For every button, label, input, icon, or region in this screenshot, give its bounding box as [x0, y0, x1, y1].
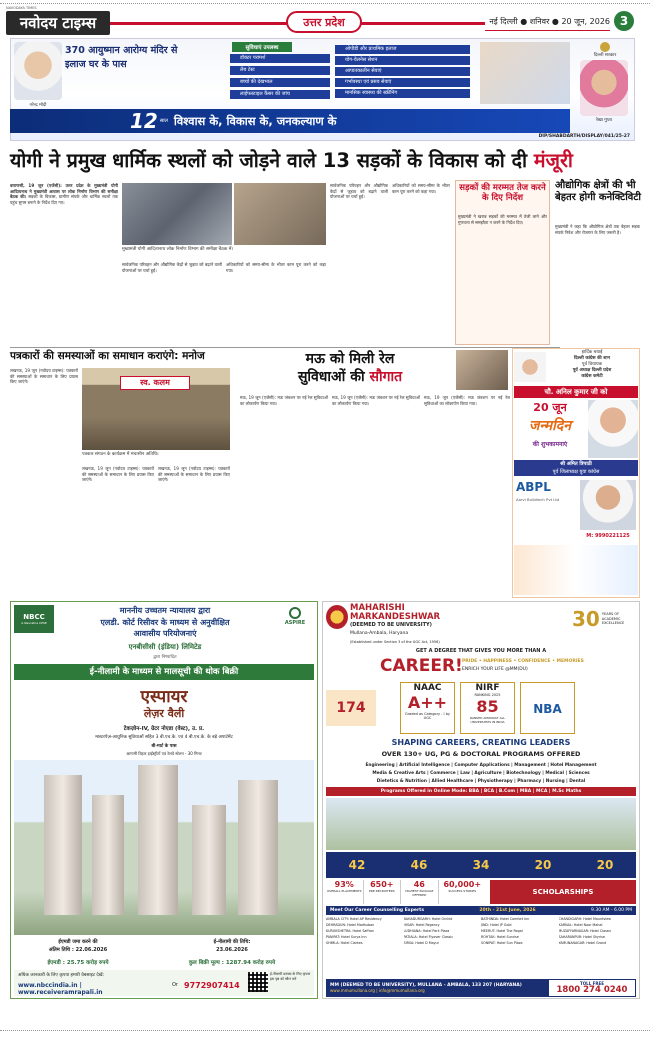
- clinic-photo: [480, 42, 570, 104]
- story-3-col-3: मऊ, 19 जून (एजेंसी): मऊ जंक्शन पर नई रेल सुविधाओं का लोकार्पण किया गया।: [424, 395, 510, 406]
- facility-item: डॉक्टर परामर्श: [230, 54, 330, 63]
- naac-sub: Graded as Category - I by UGC: [405, 712, 450, 720]
- stat-3-label: HIGHEST PACKAGE OFFERED: [405, 889, 434, 897]
- tagline-text: विश्वास के, विकास के, जनकल्याण के: [173, 113, 337, 128]
- nbcc-total-value: कुल बिक्री मूल्य : 1287.94 करोड़ रुपये: [188, 960, 276, 966]
- birthday-top-4: पूर्व अध्यक्ष दिल्ली प्रदेश: [572, 368, 612, 373]
- nbcc-building-render: [14, 760, 314, 935]
- venue-item: CHANDIGARH: Hotel Mountview: [558, 917, 611, 921]
- nbcc-auction-strip: ई-नीलामी के माध्यम से मालसूची की थोक बिक्री: [14, 664, 314, 680]
- lead-headline-accent: मंजूरी: [533, 149, 573, 172]
- facility-item: योग-वेलनेस सेशन: [335, 56, 470, 65]
- venue-item: BAHADURGARH: Hotel Orchid: [403, 917, 453, 921]
- birthday-date: 20 जून: [533, 401, 567, 414]
- package-4: 20: [534, 858, 552, 872]
- lead-photo-1: [122, 183, 232, 245]
- birthday-person-main: [588, 400, 638, 458]
- lead-story-col-4: सार्वजनिक परिवहन और औद्योगिक केंद्रों से जुड़ाव को बढ़ाने वाली योजनाओं पर चर्चा हुई।: [330, 183, 388, 200]
- story-2-col-2: लखनऊ, 19 जून (नवोदय टाइम्स): पत्रकारों की समस्याओं के समाधान के लिए प्रयास किए जाएंगे।: [82, 466, 154, 483]
- stat-2-value: 650+: [370, 880, 394, 889]
- banner-headline: [65, 44, 225, 74]
- venue-list: [326, 916, 636, 978]
- lead-headline-main: योगी ने प्रमुख धार्मिक स्थलों को जोड़ने वाले 13 सड़कों के विकास को दी: [10, 149, 534, 172]
- naac-grade: A++: [407, 693, 448, 712]
- birthday-top-3: पूर्व विधायक: [581, 362, 603, 367]
- story-2-col-3: लखनऊ, 19 जून (नवोदय टाइम्स): पत्रकारों की समस्याओं के समाधान के लिए प्रयास किए जाएंगे।: [158, 466, 230, 483]
- lead-photo-2: [234, 183, 326, 245]
- stat-1-value: 93%: [334, 880, 354, 889]
- mmu-slogan-2: PRIDE • HAPPINESS • CONFIDENCE • MEMORIES: [462, 659, 584, 664]
- facility-item: ओपीडी और प्राथमिक इलाज: [335, 45, 470, 54]
- nbcc-near: आगामी विहार हाईस्ट्रीटों एवं रेलवे स्टेशन - 30 मिनट: [126, 751, 202, 756]
- venue-item: JIND: Hotel JP Gold: [481, 923, 512, 927]
- lead-story-col-2: सार्वजनिक परिवहन और औद्योगिक केंद्रों से जुड़ाव को बढ़ाने वाली योजनाओं पर चर्चा हुई।: [122, 262, 222, 273]
- nbcc-prize: बी-मार्ट के पास: [151, 744, 177, 749]
- page-number: 3: [614, 11, 634, 31]
- nbcc-title: [60, 605, 270, 641]
- venue-item: KURUKSHETRA: Hotel Saffron: [326, 929, 375, 933]
- package-2: 46: [410, 858, 428, 872]
- sidebar-story-text: मुख्यमंत्री ने खराब सड़कों की मरम्मत में तेजी लाने और गुणवत्ता से समझौता न करने के निर्देश दिए।: [458, 214, 547, 225]
- counselling-strip: [326, 906, 636, 915]
- facility-item: लैब टेस्ट: [230, 66, 330, 75]
- lead-story-col-3: अधिकारियों को समय-सीमा के भीतर काम पूरा करने को कहा गया।: [226, 262, 326, 273]
- nbcc-website-link[interactable]: www.nbccindia.in | www.receiveramrapali.in: [18, 982, 103, 996]
- birthday-wisher: श्री अमित त्रिपाठी: [560, 461, 592, 467]
- banner-headline-1: 370 आयुष्मान आरोग्य मंदिर से: [65, 45, 178, 56]
- nbcc-emd: ईएमडी : 25.75 करोड़ रुपये: [47, 960, 109, 966]
- nbcc-logo-tag: A Navratna CPSE: [21, 621, 47, 625]
- lead-story-col-5: अधिकारियों को समय-सीमा के भीतर काम पूरा करने को कहा गया।: [392, 183, 450, 194]
- mmu-years-num: 30: [572, 607, 600, 631]
- venue-item: YAMUNANAGAR: Hotel Grand: [558, 941, 607, 945]
- state-emblem-label: [580, 42, 630, 58]
- tollfree-number: 1800 274 0240: [556, 985, 628, 995]
- section-label: उत्तर प्रदेश: [286, 11, 362, 33]
- birthday-brand-sub: Aarvi Buildtech Pvt Ltd: [516, 497, 560, 502]
- counselling-title: Meet Our Career Counselling Experts: [330, 908, 425, 913]
- venue-item: SHIMLA: Hotel Clarkes: [326, 941, 363, 945]
- mmu-career: CAREER!: [380, 656, 463, 676]
- mmu-years-sub: YEARS OF ACADEMIC EXCELLENCE: [601, 612, 625, 626]
- birthday-greeting-2: की शुभकामनाएं: [532, 441, 568, 448]
- venue-item: ROHTAK: Hotel Sunrise: [481, 935, 519, 939]
- lead-para-1: वाराणसी, 19 जून (एजेंसी): उत्तर प्रदेश के मुख्यमंत्री योगी आदित्यनाथ ने मुख्यमंत्री आवास पर लोक निर्माण विभाग की समीक्षा बैठक की।: [10, 183, 118, 200]
- package-1: 42: [348, 858, 366, 872]
- birthday-top-5: कांग्रेस कमेटी: [581, 374, 603, 379]
- tollfree-label: TOLL FREE: [580, 981, 604, 986]
- dip-code: DIP/SHABDARTH/DISPLAY/041/25-27: [538, 134, 630, 139]
- birthday-wisher-photo: [580, 480, 636, 530]
- masthead-logo: नवोदय टाइम्स: [6, 11, 110, 35]
- stat-success: [439, 880, 486, 904]
- mmu-address: MM (DEEMED TO BE UNIVERSITY), MULLANA - AMBALA, 133 207 (HARYANA): [330, 982, 522, 988]
- nba-box: NBA: [520, 682, 575, 734]
- mmu-place: Mullana-Ambala, Haryana: [350, 630, 409, 636]
- nirf-rank: 85: [476, 697, 499, 716]
- story-3-col-2: मऊ, 19 जून (एजेंसी): मऊ जंक्शन पर नई रेल सुविधाओं का लोकार्पण किया गया।: [332, 395, 420, 406]
- tagline-number: 12: [130, 109, 158, 133]
- packages-strip: [326, 852, 636, 878]
- mmu-name-1: MAHARISHI: [350, 603, 405, 613]
- nbcc-emd-date: [14, 938, 142, 956]
- venue-item: SONIPAT: Hotel Sun Plaza: [481, 941, 523, 945]
- birthday-top-1: हार्दिक बधाई: [581, 350, 603, 355]
- birthday-name: चौ. अनिल कुमार जी को: [514, 386, 638, 398]
- venue-item: DEHRADUN: Hotel Madhuban: [326, 923, 375, 927]
- package-3: 34: [472, 858, 490, 872]
- nbcc-phone: 9772907414: [184, 981, 240, 990]
- industrial-headline-2: बेहतर होगी कनेक्टिविटी: [555, 192, 641, 203]
- story-3-photo: [456, 350, 508, 390]
- mmu-programs: [326, 762, 636, 786]
- person-right-name: रेखा गुप्ता: [596, 118, 612, 123]
- mmu-over: OVER 130+ UG, PG & DOCTORAL PROGRAMS OFFERED: [381, 750, 581, 758]
- stats-row: [326, 880, 486, 904]
- mmu-programs-2: Media & Creative Arts | Commerce | Law | Agriculture | Biotechnology | Medical | Sciences: [372, 771, 590, 776]
- counselling-time: 9.30 AM - 6.00 PM: [591, 908, 632, 913]
- venue-item: LUDHIANA: Hotel Park Plaza: [403, 929, 450, 933]
- aspire-text: ASPIRE: [284, 620, 306, 626]
- aspire-logo: [276, 607, 314, 631]
- birthday-ad-footer-art: [514, 545, 638, 595]
- venue-item: MEERUT: Hotel The Regal: [481, 929, 523, 933]
- campus-photo: [326, 798, 636, 850]
- counselling-date: 20th - 21st June, 2026: [479, 908, 536, 913]
- tagline-year: साल: [159, 118, 168, 124]
- mmu-footer: MM (DEEMED TO BE UNIVERSITY), MULLANA - AMBALA, 133 207 (HARYANA) www.mmumullana.org | info@mmumullana.org TOLL FREE 1800 274 0240: [326, 979, 636, 997]
- state-name: दिल्ली सरकार: [593, 53, 617, 58]
- nbcc-l2: अंतिम तिथि : 22.06.2026: [48, 947, 108, 953]
- industrial-headline-1: औद्योगिक क्षेत्रों की भी: [555, 180, 636, 191]
- nbcc-info: अधिक जानकारी के लिए कृपया हमारी वेबसाइट देखें:: [18, 973, 105, 978]
- venue-item: HISAR: Hotel Regency: [403, 923, 440, 927]
- publisher-label: NAVODAYA TIMES: [6, 6, 37, 10]
- mmu-email-link[interactable]: info@mmumullana.org: [378, 988, 425, 993]
- facility-item: मानसिक स्वास्थ्य की स्क्रीनिंग: [335, 89, 470, 98]
- birthday-phone: M: 9990221125: [586, 533, 630, 539]
- venue-item: KARNAL: Hotel Noor Mahal: [558, 923, 603, 927]
- crop-marks-top: [0, 0, 650, 4]
- venue-item: AMBALA CITY: Hotel AP Residency: [326, 917, 382, 921]
- birthday-wisher-title: पूर्व जिलाध्यक्ष युवा कांग्रेस: [552, 469, 600, 475]
- story-3-headline-2: सुविधाओं की: [297, 369, 370, 385]
- industrial-headline: [555, 180, 640, 220]
- story-2-caption: पत्रकार संगठन के कार्यक्रम में मंचासीन अतिथि।: [82, 452, 159, 457]
- person-left-photo: [14, 42, 62, 100]
- mmu-slogan-3: ENRICH YOUR LIFE @MM(DU): [462, 667, 528, 672]
- lead-photo-caption: मुख्यमंत्री योगी आदित्यनाथ लोक निर्माण विभाग की समीक्षा बैठक में।: [122, 247, 234, 252]
- nbcc-l1: ईएमडी जमा करने की: [58, 939, 98, 945]
- mmu-shaping: SHAPING CAREERS, CREATING LEADERS: [391, 738, 571, 747]
- mmu-slogan-1: GET A DEGREE THAT GIVES YOU MORE THAN A: [415, 648, 547, 654]
- birthday-ad-top: [548, 350, 636, 384]
- mmu-programs-3: Dietetics & Nutrition | Allied Healthcare | Physiotherapy | Pharmacy | Nursing | Dental: [376, 779, 586, 784]
- lead-headline: [10, 145, 640, 177]
- venue-item: PANIPAT: Hotel Surya Inn: [326, 935, 367, 939]
- mmu-30-years: [572, 604, 636, 634]
- nbcc-logo: [14, 605, 54, 633]
- facilities-left-list: [230, 54, 330, 104]
- crop-marks-bottom: [0, 1030, 650, 1040]
- mmu-website-link[interactable]: www.mmumullana.org: [330, 988, 375, 993]
- nbcc-logo-text: NBCC: [23, 613, 45, 621]
- venue-item: SIRSA: Hotel D Mayur: [403, 941, 439, 945]
- facility-item: आपातकालीन सेवाएं: [335, 67, 470, 76]
- nbcc-title-1: माननीय उच्चतम न्यायालय द्वारा: [119, 606, 211, 615]
- qr-code-icon[interactable]: [248, 972, 268, 992]
- nbcc-title-2: एलडी. कोर्ट रिसीवर के माध्यम से अनुवीक्षित: [100, 617, 230, 627]
- venue-item: PATIALA: Hotel Flyover Classic: [403, 935, 454, 939]
- stat-4-value: 60,000+: [443, 880, 482, 889]
- nbcc-location: टेकज़ोन-IV, ग्रेटर नोएडा (वेस्ट), उ. प्र.: [123, 726, 205, 732]
- stat-recruiters: [364, 880, 402, 904]
- lead-para-2: सड़कों के विकास, ग्रामीण संपर्क और धार्मिक स्थलों तक पहुंच सुगम बनाने के निर्देश दिए गए।: [10, 194, 118, 205]
- nirf-sub: RANKED AMONGST ALL UNIVERSITIES IN INDIA: [469, 716, 506, 724]
- naac-label: NAAC: [413, 683, 442, 693]
- birthday-top-2: दिल्ली कांग्रेस की शान: [573, 356, 611, 361]
- story-3-col-1: मऊ, 19 जून (एजेंसी): मऊ जंक्शन पर नई रेल सुविधाओं का लोकार्पण किया गया।: [240, 395, 328, 406]
- nirf-year: RANKING 2025: [474, 693, 501, 697]
- person-right-photo: [580, 60, 628, 116]
- mmu-name: [350, 604, 510, 644]
- banner-headline-2: इलाज घर के पास: [65, 59, 127, 70]
- nbcc-units: मास्टरपेज़-आधुनिक सुविधाओं सहित 3 बी.एच.के. एवं 4 बी.एच.के. के बड़े अपार्टमेंट: [95, 735, 233, 740]
- venue-item: BATHINDA: Hotel Comfort Inn: [481, 917, 530, 921]
- stat-4-label: SUCCESS STORIES: [448, 889, 477, 893]
- facility-item: लाईफस्टाइल कैंसर की जांच: [230, 90, 330, 99]
- nbcc-auction-date: [150, 938, 314, 956]
- venue-item: MUZAFFARNAGAR: Hotel Classic: [558, 929, 612, 933]
- emblem-icon: [600, 42, 610, 52]
- industrial-text: मुख्यमंत्री ने कहा कि औद्योगिक क्षेत्रों तक बेहतर सड़क संपर्क निवेश और रोजगार के लिए जरूरी है।: [555, 224, 640, 235]
- mmu-name-2: MARKANDESHWAR: [350, 611, 441, 622]
- mmu-est: (Established under Section 3 of the UGC Act, 1956): [350, 640, 440, 644]
- birthday-wisher-box: [514, 460, 638, 476]
- birthday-greeting-1: जन्मदिन: [528, 418, 572, 434]
- facilities-label: सुविधाएं उपलब्ध: [232, 42, 292, 52]
- nbcc-title-3: आवासीय परियोजनाएं: [133, 629, 197, 638]
- dateline: नई दिल्ली ● शनिवर ● 20 जून, 2026: [485, 13, 610, 31]
- lead-story-col-1: [10, 183, 118, 345]
- nbcc-by: द्वारा निष्पादित: [153, 655, 177, 660]
- nbcc-l3: ई-नीलामी की तिथि:: [213, 939, 251, 945]
- sidebar-story-headline: सड़कों की मरम्मत तेज करने के दिए निर्देश: [459, 183, 546, 203]
- mmu-online: Programs Offered in Online Mode: BBA | BCA | B.Com | MBA | MCA | M.Sc Maths: [326, 787, 636, 796]
- story-3-headline-accent: सौगात: [369, 369, 403, 385]
- stat-1-label: OVERALL PLACEMENTS: [326, 889, 362, 893]
- rank-badge: 174: [326, 690, 376, 726]
- story-3-headline-1: मऊ को मिली रेल: [305, 351, 395, 367]
- facilities-right-list: [335, 45, 470, 105]
- aspire-icon: [289, 607, 301, 619]
- story-2-col-1: लखनऊ, 19 जून (नवोदय टाइम्स): पत्रकारों की समस्याओं के समाधान के लिए प्रयास किए जाएंगे।: [10, 368, 78, 385]
- stat-package: [401, 880, 439, 904]
- package-5: 20: [596, 858, 614, 872]
- nbcc-project-1: एस्पायर: [140, 687, 188, 707]
- nbcc-company: एनबीसीसी (इंडिया) लिमिटेड: [128, 643, 202, 651]
- nbcc-qr-note: ई-नीलामी प्रस्ताव के लिए कृपया इस पृष्ठ को स्कैन करें: [270, 972, 311, 981]
- stat-2-label: PRE RECRUITERS: [368, 889, 395, 893]
- mmu-logo-icon: [326, 605, 348, 629]
- stat-3-value: 46: [413, 880, 425, 889]
- stat-placements: [326, 880, 364, 904]
- mmu-programs-1: Engineering | Artificial Intelligence | Computer Applications | Management | Hotel Management: [365, 763, 597, 768]
- facility-item: बच्चों की देखभाल: [230, 78, 330, 87]
- tagline-strip: [10, 109, 570, 133]
- facility-item: गर्भावस्था एवं प्रसव सेवाएं: [335, 78, 470, 87]
- birthday-person-small: [514, 352, 546, 382]
- nbcc-l4: 23.06.2026: [216, 947, 248, 953]
- birthday-brand: ABPL: [516, 480, 551, 494]
- nirf-box: [460, 682, 515, 734]
- person-left-name: नरेन्द्र मोदी: [29, 103, 47, 108]
- nirf-label: NIRF: [475, 683, 500, 693]
- venue-item: SAHARANPUR: Hotel Skyrise: [558, 935, 605, 939]
- section-divider: [10, 347, 560, 348]
- naac-box: [400, 682, 455, 734]
- mmu-name-3: (DEEMED TO BE UNIVERSITY): [350, 622, 432, 628]
- story-2-headline: पत्रकारों की समस्याओं का समाधान कराएंगे: मनोज: [10, 350, 205, 362]
- nbcc-or: Or: [172, 982, 178, 988]
- story-2-photo-banner: स्व. कलम: [120, 376, 190, 390]
- scholarships-box: SCHOLARSHIPS: [490, 880, 636, 904]
- story-3-headline: [250, 350, 450, 390]
- nbcc-project-2: लेज़र वैली: [143, 707, 185, 720]
